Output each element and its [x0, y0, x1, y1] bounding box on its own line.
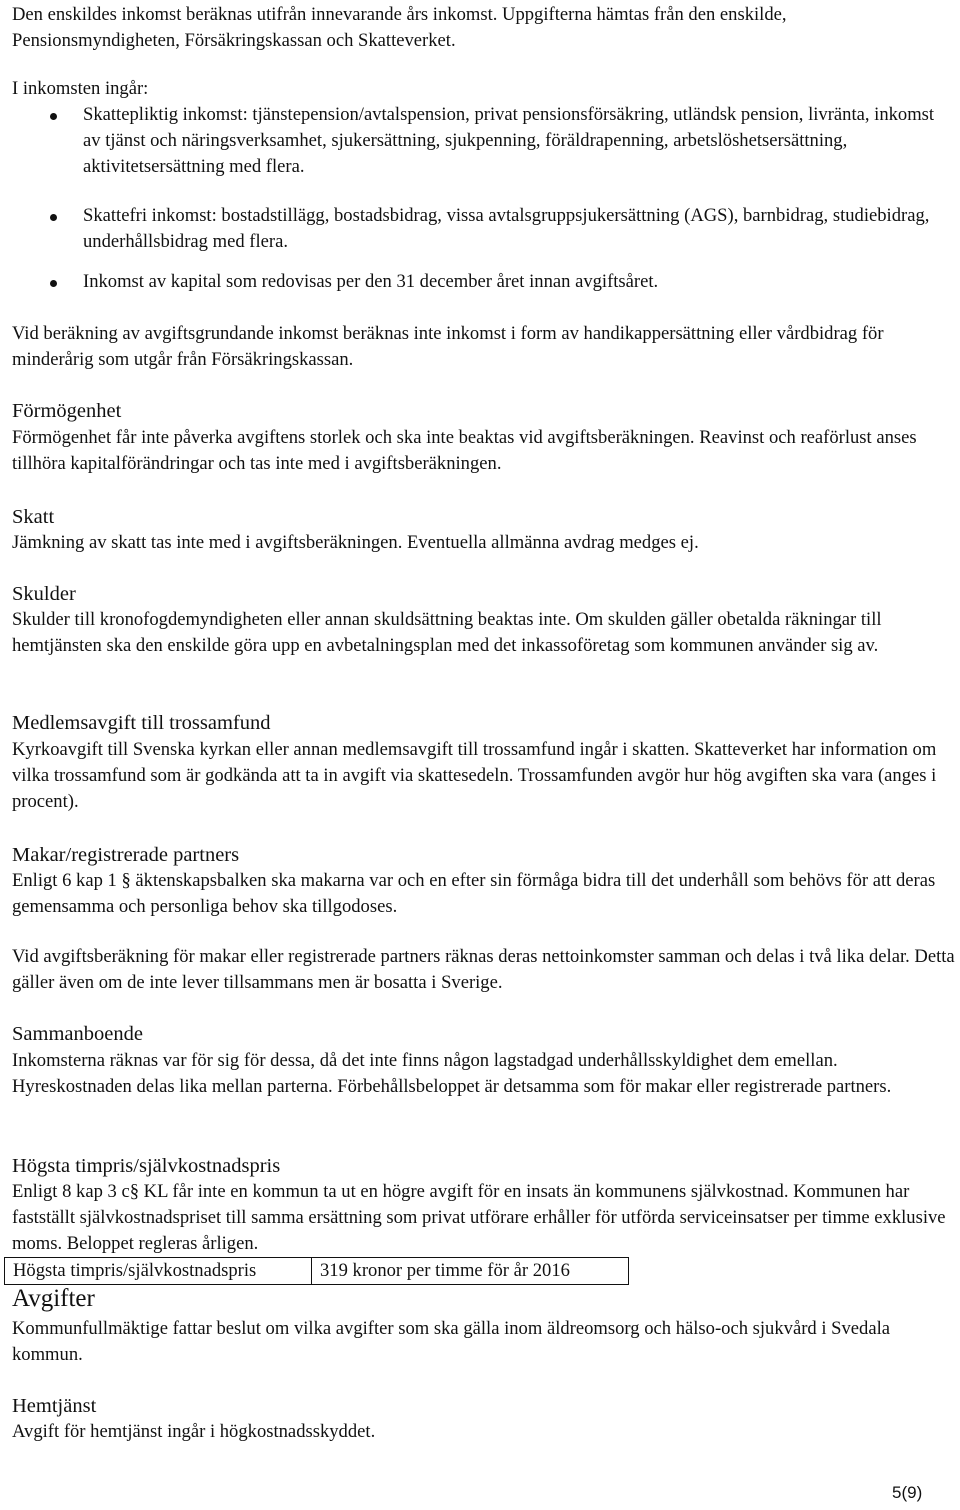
section-heading-hogsta-timpris: Högsta timpris/självkostnadspris — [12, 1155, 281, 1177]
bullet-dot — [50, 214, 57, 221]
income-list-item-taxfree: Skattefri inkomst: bostadstillägg, bostadsbidrag, vissa avtalsgruppsjukersättning (AGS), barnbidrag, studiebidrag, underhållsbidrag med flera. — [83, 205, 930, 252]
section-heading-skulder: Skulder — [12, 583, 76, 605]
bullet-dot — [50, 113, 57, 120]
bullet-dot — [50, 280, 57, 287]
section-heading-hemtjanst: Hemtjänst — [12, 1395, 97, 1417]
section-heading-avgifter: Avgifter — [12, 1285, 95, 1312]
hemtjanst-paragraph: Avgift för hemtjänst ingår i högkostnadsskyddet. — [12, 1421, 376, 1442]
page-number: 5(9) — [892, 1483, 923, 1502]
income-list-item-capital: Inkomst av kapital som redovisas per den 31 december året innan avgiftsåret. — [83, 271, 659, 292]
section-heading-sammanboende: Sammanboende — [12, 1023, 143, 1045]
rate-table-label: Högsta timpris/självkostnadspris — [5, 1258, 312, 1285]
makar-paragraph-2: Vid avgiftsberäkning för makar eller registrerade partners räknas deras nettoinkomster samman och delas i två lika delar. Detta gäller även om de inte lever tillsammans men är bosatta i Sverige. — [12, 946, 955, 993]
table-row — [5, 1258, 629, 1285]
rate-table-value: 319 kronor per timme för år 2016 — [312, 1258, 629, 1285]
avgifter-paragraph: Kommunfullmäktige fattar beslut om vilka avgifter som ska gälla inom äldreomsorg och hälso-och sjukvård i Svedala kommun. — [12, 1318, 891, 1365]
section-heading-formogenhet: Förmögenhet — [12, 400, 122, 422]
formogenhet-paragraph: Förmögenhet får inte påverka avgiftens storlek och ska inte beaktas vid avgiftsberäkningen. Reavinst och reaförlust anses tillhöra kapitalförändringar och tas inte med i avgiftsberäkningen. — [12, 427, 917, 474]
hogsta-timpris-paragraph: Enligt 8 kap 3 c§ KL får inte en kommun ta ut en högre avgift för en insats än kommunens självkostnad. Kommunen har fastställt självkostnadspriset till samma ersättning som privat utförare erhåller för utförda serviceinsatser per timme exklusive moms. Beloppet regleras årligen. — [12, 1181, 946, 1254]
sammanboende-paragraph: Inkomsterna räknas var för sig för dessa, då det inte finns någon lagstadgad underhållsskyldighet dem emellan. Hyreskostnaden delas lika mellan parterna. Förbehållsbeloppet är detsamma som för makar eller registrerade partners. — [12, 1050, 892, 1097]
skulder-paragraph: Skulder till kronofogdemyndigheten eller annan skuldsättning beaktas inte. Om skulden gäller obetalda räkningar till hemtjänsten ska den enskilde göra upp en avbetalningsplan med det inkassoföretag som kommunen använder sig av. — [12, 609, 882, 656]
skatt-paragraph: Jämkning av skatt tas inte med i avgiftsberäkningen. Eventuella allmänna avdrag medges ej. — [12, 532, 699, 553]
income-note-paragraph: Vid beräkning av avgiftsgrundande inkomst beräknas inte inkomst i form av handikappersättning eller vårdbidrag för minderårig som utgår från Försäkringskassan. — [12, 323, 884, 370]
makar-paragraph-1: Enligt 6 kap 1 § äktenskapsbalken ska makarna var och en efter sin förmåga bidra till det underhåll som behövs för att deras gemensamma och personliga behov ska tillgodoses. — [12, 870, 936, 917]
section-heading-makar: Makar/registrerade partners — [12, 844, 240, 866]
intro-paragraph: Den enskildes inkomst beräknas utifrån innevarande års inkomst. Uppgifterna hämtas från den enskilde, Pensionsmyndigheten, Försäkringskassan och Skatteverket. — [12, 4, 787, 51]
section-heading-medlemsavgift: Medlemsavgift till trossamfund — [12, 712, 271, 734]
section-heading-skatt: Skatt — [12, 506, 55, 528]
income-intro: I inkomsten ingår: — [12, 78, 149, 99]
medlemsavgift-paragraph: Kyrkoavgift till Svenska kyrkan eller annan medlemsavgift till trossamfund ingår i skatten. Skatteverket har information om vilka trossamfund som är godkända att ta in avgift via skattesedeln. Trossamfunden avgör hur hög avgiften ska vara (anges i procent). — [12, 739, 937, 812]
income-list-item-taxable: Skattepliktig inkomst: tjänstepension/avtalspension, privat pensionsförsäkring, utländsk pension, livränta, inkomst av tjänst och näringsverksamhet, sjukersättning, sjukpenning, föräldrapenning, arbetslöshetsersättning, aktivitetsersättning med flera. — [83, 104, 935, 177]
rate-table — [4, 1257, 629, 1285]
